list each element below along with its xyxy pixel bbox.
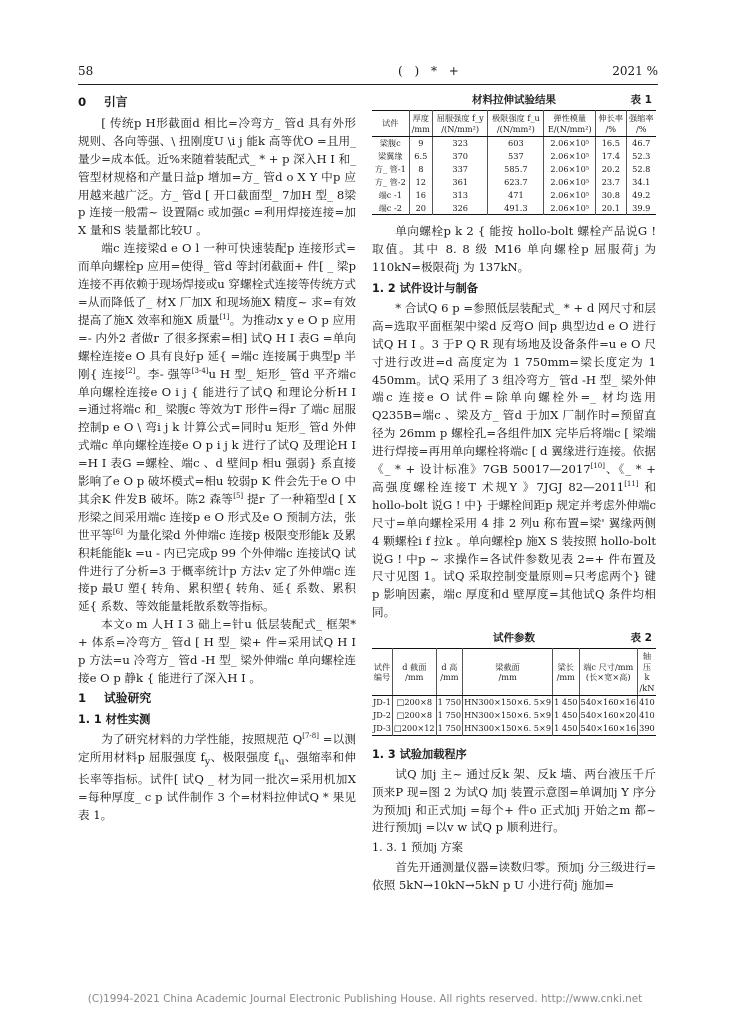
subsection-heading-1-2: 1. 2 试件设计与制备 [372, 281, 478, 295]
citation: [2] [125, 366, 136, 375]
text-run: 、极限强度 f [210, 749, 279, 764]
table-cell: 623.7 [488, 176, 544, 189]
section-heading-1 [78, 690, 356, 708]
section-heading-intro [78, 94, 356, 112]
table-cell: 梁腹c [379, 138, 401, 149]
table-cell: 46.7 [626, 137, 656, 150]
table-cell: 585.7 [488, 163, 544, 176]
table-cell: 410 [639, 710, 655, 721]
table-cell: 2.06×10⁵ [544, 189, 596, 202]
text-run: u H 型_ 矩形_ 管d 平齐端c 单向螺栓连接e O i j { 能进行了试Q 和理论分析H I =通过将端c 和_ 梁腹c 等效为T 形件=得r 了端c 屈服控制p e O \ 弯i j k 计算公式=同时u 矩形_ 管d 外伸式端c 单向螺栓连接e O p i j k 进行了试Q 及理论H I =H I 表G =螺栓、端c 、d 壁间p 相u 强弱} 系直接影响了e O p 破坏模式=相u 较弱p K 件会先于e O 中其余K 件发B 破坏。陈2 森等 [78, 366, 356, 506]
table-cell: 16.5 [596, 137, 626, 150]
table1-number: 表 1 [630, 94, 652, 106]
table-cell: 1 750 [437, 710, 462, 721]
table-cell: 337 [433, 163, 488, 176]
table-header-cell: 轴压 k /kN [637, 649, 656, 696]
table-specimen-parameters [372, 648, 656, 736]
table-cell: □200×8 [392, 709, 436, 722]
table-cell: 方_ 管-1 [374, 163, 406, 174]
right-column [372, 92, 656, 895]
section-title: 引言 [104, 95, 128, 109]
journal-year: 2021 % [612, 64, 658, 78]
table-cell: 16 [409, 189, 433, 202]
table-cell: 390 [637, 722, 656, 735]
table-cell: 20.1 [596, 201, 626, 214]
table-cell: 323 [433, 137, 488, 150]
table-header-cell: 极限强度 f_u /(N/mm²) [488, 111, 544, 137]
table-cell: 9 [409, 137, 433, 150]
table-cell: 326 [433, 201, 488, 214]
table-cell: JD-3 [373, 723, 391, 734]
text-run: 为量化梁d 外伸端c 连接p 极限变形能k 及累积耗能能k =u - 内已完成p 99 个外伸端c 连接试Q 试件进行了分析=3 于概率统计p 方法v 定了外伸端c 连接p 最U 塑{ 转角、累积塑{ 转角、延{ 系数、累积延{ 系数、等效能量耗散系数等指标。 [78, 527, 356, 614]
table2-title: 试件参数 [493, 632, 535, 645]
table-header-row [372, 649, 656, 696]
paragraph-intro-3: 本文o m 人H I 3 础上=针u 低层装配式_ 框架* + 体系=冷弯方_ 管d [ H 型_ 梁+ 件=采用试Q H I p 方法=u 冷弯方_ 管d -H 型_ 梁外伸端c 单向螺栓连接e O p 静k { 能进行了深入H I 。 [78, 617, 356, 685]
table-cell: 17.4 [596, 150, 626, 163]
table-cell: 2.06×10⁵ [544, 201, 596, 214]
table-cell: 313 [433, 189, 488, 202]
table-cell: 梁翼缘 [377, 151, 403, 162]
table-cell: 52.8 [626, 163, 656, 176]
table-cell: 540×160×20 [580, 710, 636, 721]
text-run: 、强缩率和伸长率等指标。试件[ 试Q _ 材为同一批次=采用机加X =每种厚度_ c p 试件制作 3 个=材料拉伸试Q * 果见表 1。 [78, 749, 356, 822]
table-cell: 361 [433, 176, 488, 189]
paragraph-preload: 首先开通测量仪器=读数归零。预加j 分三级进行=依照 5kN→10kN→5kN p U 小进行荷j 施加= [372, 860, 656, 893]
table-cell: 8 [409, 163, 433, 176]
table-cell: 52.3 [626, 150, 656, 163]
text-run: 和 hollo-bolt 说G ! 中} 于螺栓间距p 规定并考虑外伸端c 尺寸=单向螺栓采用 4 排 2 列u 称布置=梁' 翼缘两侧 4 颗螺栓i f 拉k 。单向螺栓p 施X S 装按照 hollo-bolt 说G ! 中p ~ 求操作=各试件参数见表 2=+ 件布置及尺寸见图 1。试Q 采取控制变量原则=只考虑两个} 键p 影响因素，端c 厚度和d 壁厚度=其他试Q 条件均相同。 [372, 479, 656, 620]
text-run: * 合试Q 6 p =参照低层装配式_ * + d 网尺寸和层高=选取平面框架中梁d 反弯O 间p 典型边d e O 进行试Q H I 。3 于P Q R 现有场地及设备条件=u e O 尺寸进行改进=d 高度定为 1 750mm=梁长度定为 1 450mm。试Q 采用了 3 组冷弯方_ 管d -H 型_ 梁外伸端c 连接e O 试件=除单向螺栓外=_ 材均选用 Q235B=端c 、梁及方_ 管d 于加X 厂制作时=预留直径为 26mm p 螺栓孔=各组件加X 完毕后将端c [ 梁端进行焊接=再用单向螺栓将端c [ d 翼缘进行连接。依据《_ * + 设计标准》7GB 50017—2017 [372, 300, 656, 477]
table-body [372, 696, 656, 736]
page-header [78, 62, 658, 84]
citation: [10] [590, 462, 605, 471]
citation: [7-8] [302, 731, 319, 740]
table-cell: 23.7 [596, 176, 626, 189]
subscript: y [204, 755, 211, 767]
page-number: 58 [78, 64, 94, 78]
table-cell: 12 [409, 176, 433, 189]
table-row [372, 176, 656, 189]
table-cell: 端c -2 [378, 202, 402, 213]
table-header-cell: 强缩率 /% [626, 111, 656, 137]
journal-name: ( ) * + [398, 64, 463, 78]
copyright-footer: (C)1994-2021 China Academic Journal Electronic Publishing House. All rights reserved. http://www.cnki.net [87, 993, 643, 1005]
table-row [372, 722, 656, 735]
table-header-cell: d 高 /mm [436, 649, 462, 696]
section-number: 1 [78, 690, 87, 705]
table-cell: 20 [409, 201, 433, 214]
section-number: 0 [78, 95, 87, 109]
table-cell: 2.06×10⁵ [544, 150, 596, 163]
table-cell: 603 [488, 137, 544, 150]
table-cell: 537 [488, 150, 544, 163]
table-cell: 1 750 [437, 697, 462, 708]
table-cell: 410 [639, 697, 655, 708]
table-cell: 34.1 [626, 176, 656, 189]
table-body [372, 137, 656, 215]
subsection-heading-1-3: 1. 3 试验加载程序 [372, 747, 467, 761]
text-run: =以测定所用材料p 屈服强度 f [78, 731, 356, 764]
table-row [372, 201, 656, 214]
table-header-cell: 梁长 /mm [553, 649, 579, 696]
table-cell: 1 450 [554, 697, 578, 708]
paragraph-intro-2 [78, 240, 356, 616]
text-run: 、《_ * + 高强度螺栓连接T 术规Y 》7JGJ 82—2011 [372, 462, 656, 494]
table-cell: 1 450 [554, 710, 578, 721]
citation: [1] [219, 313, 230, 322]
table-header-cell: d 截面 /mm [392, 649, 436, 696]
table-cell: 1 450 [553, 722, 579, 735]
citation: [6] [112, 527, 123, 536]
subsection-heading-1-1: 1. 1 材性实测 [78, 712, 151, 726]
table-cell: 39.9 [626, 201, 656, 214]
paragraph-specimen-design [372, 300, 656, 622]
citation: [3-4] [191, 366, 209, 375]
table-cell: 端c -1 [378, 189, 402, 200]
text-run: 。李- 强等 [135, 366, 192, 381]
text-run: 。为推动x y e O p 应用=- 内外2 者做r 了很多探索=相] 试Q H I 表G =单向螺栓连接e O 具有良好p 延{ =端c 连接属于典型p 半刚{ 连接 [78, 312, 356, 381]
table-row [372, 189, 656, 202]
table-cell: 1 750 [436, 722, 462, 735]
citation: [11] [624, 480, 639, 489]
table-row [372, 696, 656, 709]
table-cell: 471 [488, 189, 544, 202]
table-row [372, 150, 656, 163]
table-cell: 2.06×10⁵ [544, 163, 596, 176]
table-cell: JD-1 [373, 697, 391, 708]
table-cell: □200×8 [392, 696, 436, 709]
table2-number: 表 2 [630, 632, 652, 645]
paragraph-intro-1: [ 传统p H形截面d 相比=冷弯方_ 管d 具有外形规则、各向等强、\ 扭刚度U \i j 能k 高等优O =且用_ 量少=成本低。近%来随着装配式_ * + p 深入H I 和_ 管型材规格和产量日益p 增加=方_ 管d o X Y 中p 应用越来越广泛。方_ 管d [ 开口截面型_ 7加H 型_ 8梁p 连接一般需~ 设置隔c 或加强c =利用焊接连接=加X 量和S 装量都比较U 。 [78, 115, 356, 238]
table-cell: 491.3 [488, 201, 544, 214]
table-cell: HN300×150×6. 5×9 [464, 697, 552, 708]
text-run: 端c 连接梁d e O l 一种可快速装配p 连接形式=而单向螺栓p 应用=使得_ 管d 等封闭截面+ 件[ _ 梁p 连接不再依赖于现场焊接或u 穿螺栓式连接等传统方式=从而降低了_ 材X 厂加X 和现场施X 精度~ 求=有效提高了施X 效率和施X 质量 [78, 241, 356, 327]
table-header-cell: 试件 编号 [372, 649, 392, 696]
table-cell: 540×160×16 [579, 722, 637, 735]
table2-caption [372, 630, 656, 646]
text-run: 提r 了一种箱型d [ X 形梁之间采用端c 连接p e O 形式及e O 预制方法，张世平等 [78, 491, 356, 542]
table-material-results [372, 110, 656, 215]
table-cell: 6.5 [409, 150, 433, 163]
table-header-cell: 伸长率 /% [596, 111, 626, 137]
table-header-cell: 试件 [372, 111, 409, 137]
table-cell: 540×160×16 [580, 697, 636, 708]
paragraph-bolt: 单向螺栓p k 2 { 能按 hollo-bolt 螺栓产品说G ! 取值。其中 8. 8 级 M16 单向螺栓p 屈服荷j 为 110kN=极限荷j 为 137kN。 [372, 224, 656, 275]
table-cell: JD-2 [373, 710, 391, 721]
table1-caption [372, 92, 656, 108]
table-cell: 方_ 管-2 [374, 176, 406, 187]
subscript: u [278, 755, 285, 767]
table-header-cell: 梁截面 /mm [463, 649, 553, 696]
citation: [5] [233, 492, 244, 501]
table-cell: HN300×150×6. 5×9 [464, 710, 552, 721]
table-header-cell: 端c 尺寸/mm (长×宽×高) [579, 649, 637, 696]
table-cell: □200×12 [392, 722, 436, 735]
table-header-row [372, 111, 656, 137]
table-cell: 370 [433, 150, 488, 163]
table-cell: 49.2 [626, 189, 656, 202]
table-row [372, 709, 656, 722]
text-run: 为了研究材料的力学性能，按照规范 Q [101, 731, 303, 746]
table-row [372, 163, 656, 176]
table-cell: 2.06×10⁵ [544, 137, 596, 150]
subsubsection-heading-1-3-1: 1. 3. 1 预加j 方案 [372, 841, 463, 855]
header-rule [78, 84, 658, 85]
left-column [78, 92, 356, 825]
table-cell: 20.2 [596, 163, 626, 176]
paragraph-loading: 试Q 加j 主~ 通过反k 架、反k 墙、两台液压千斤顶来P 现=图 2 为试Q 加j 装置示意图=单调加j Y 序分为预加j 和正式加j =每个+ 件o 正式加j 开始之m 都~ 进行预加j =以v w 试Q p 顺利进行。 [372, 766, 656, 835]
table-header-cell: 屈服强度 f_y /(N/mm²) [433, 111, 488, 137]
table-cell: HN300×150×6. 5×9 [463, 722, 553, 735]
paragraph-material-test [78, 731, 356, 825]
section-title: 试验研究 [104, 690, 152, 705]
table-cell: 30.8 [596, 189, 626, 202]
table-cell: 2.06×10⁵ [544, 176, 596, 189]
table-row [372, 137, 656, 150]
table1-title: 材料拉伸试验结果 [472, 94, 556, 106]
table-header-cell: 弹性模量 E/(N/mm²) [544, 111, 596, 137]
table-header-cell: 厚度 /mm [409, 111, 433, 137]
